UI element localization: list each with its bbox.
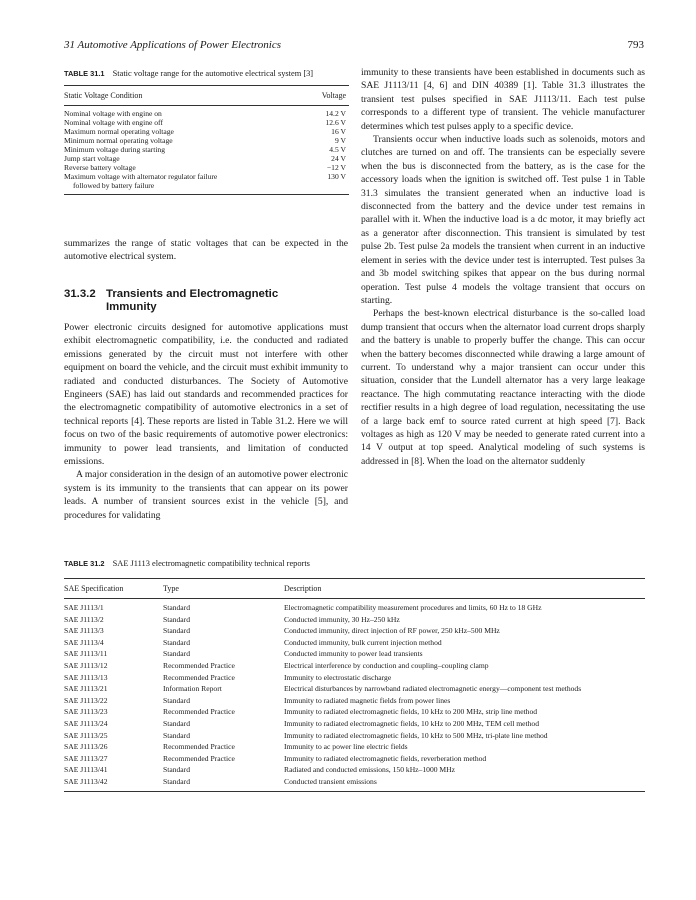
table-row — [64, 695, 645, 707]
cell-spec: SAE J1113/2 — [64, 614, 104, 624]
right-column-body — [361, 66, 645, 468]
cell-spec: SAE J1113/11 — [64, 649, 108, 659]
cell-description: Immunity to radiated electromagnetic fields, reverberation method — [284, 753, 487, 763]
cell-type: Recommended Practice — [163, 660, 235, 670]
table-header — [64, 578, 645, 599]
cell-voltage: 24 V — [331, 154, 346, 163]
header-condition: Static Voltage Condition — [64, 91, 143, 100]
cell-spec: SAE J1113/42 — [64, 776, 108, 786]
cell-voltage: 14.2 V — [325, 109, 346, 118]
cell-voltage: 16 V — [331, 127, 346, 136]
cell-spec: SAE J1113/21 — [64, 684, 108, 694]
cell-type: Standard — [163, 776, 190, 786]
table-row — [64, 172, 349, 181]
cell-condition-continuation: followed by battery failure — [73, 181, 155, 190]
cell-spec: SAE J1113/22 — [64, 695, 108, 705]
paragraph: Transients occur when inductive loads such as solenoids, motors and clutches are turned on and off. The transients can be especially severe when the bus is disconnected from the battery, as is the case for the accessory loads when the ignition is switched off. Test pulse 1 in Table 31.3 simulates the transient generated when an inductive load is disconnected from the battery and the device under test remains in parallel with it. When the inductive load is a dc motor, it may briefly act as a generator after disconnection. This transient is simulated by test pulse 2b. Test pulse 2a models the transient when current in an inductive element in series with the device under test is interrupted. Test pulses 3a and 3b model switching spikes that appear on the bus during normal operation. Test pulse 4 models the voltage transient that occurs on starting. — [361, 134, 645, 306]
table-row — [64, 109, 349, 118]
table-row — [64, 648, 645, 660]
cell-description: Conducted immunity, 30 Hz–250 kHz — [284, 614, 400, 624]
cell-condition: Nominal voltage with engine on — [64, 109, 162, 118]
section-heading — [64, 288, 348, 314]
table-31-2 — [64, 558, 645, 792]
cell-description: Immunity to radiated magnetic fields from power lines — [284, 695, 451, 705]
cell-voltage: 4.5 V — [329, 145, 346, 154]
cell-description: Immunity to radiated electromagnetic fields, 10 kHz to 200 MHz, strip line method — [284, 707, 538, 717]
cell-spec: SAE J1113/12 — [64, 660, 108, 670]
cell-type: Information Report — [163, 684, 222, 694]
table-row — [64, 136, 349, 145]
paragraph: immunity to these transients have been established in documents such as SAE J1113/11 [4, 6] and DIN 40389 [1]. Table 31.3 illustrates the transient test pulses specified in SAE J1113/11. Each test pulse corresponds to a different type of transient. The vehicle manufacturer determines which test pulses apply to a specific device. — [361, 67, 645, 132]
cell-type: Standard — [163, 626, 190, 636]
table-row — [64, 683, 645, 695]
cell-description: Electrical disturbances by narrowband radiated electromagnetic energy—component test methods — [284, 684, 582, 694]
cell-voltage: 130 V — [327, 172, 346, 181]
running-head — [64, 39, 644, 55]
table-row — [64, 672, 645, 684]
table-row — [64, 625, 645, 637]
table-row — [64, 718, 645, 730]
cell-description: Electromagnetic compatibility measurement procedures and limits, 60 Hz to 18 GHz — [284, 603, 542, 612]
cell-voltage: −12 V — [326, 163, 346, 172]
table-row — [64, 764, 645, 776]
cell-spec: SAE J1113/26 — [64, 742, 108, 752]
paragraph: Perhaps the best-known electrical disturbance is the so-called load dump transient that occurs when the alternator load current drops sharply and the battery is unable to properly buffer the change. This can occur when the battery becomes disconnected while drawing a large amount of current. To understand why a major transient can occur under this situation, consider that the Lundell alternator has a very large leakage reactance. The high commutating reactance interacting with the diode rectifier results in a high degree of load regulation, necessitating the use of a large back emf to source rated current at high speed [7]. Back voltages as high as 120 V may be needed to generate rated current into a 14 V output at top speed. Analytical modeling of such systems is addressed in [8]. When the load on the alternator suddenly — [361, 308, 645, 467]
cell-type: Standard — [163, 649, 190, 659]
table-row — [64, 163, 349, 172]
table-row — [64, 614, 645, 626]
table-label: TABLE 31.1 — [64, 69, 105, 78]
cell-spec: SAE J1113/27 — [64, 753, 108, 763]
table-row — [64, 753, 645, 765]
header-spec: SAE Specification — [64, 584, 124, 593]
table-row — [64, 706, 645, 718]
table-title: SAE J1113 electromagnetic compatibility technical reports — [112, 559, 310, 568]
cell-spec: SAE J1113/23 — [64, 707, 108, 717]
cell-condition: Maximum normal operating voltage — [64, 127, 174, 136]
table-row-continuation — [64, 181, 349, 190]
table-row — [64, 730, 645, 742]
table-body — [64, 599, 645, 792]
table-header — [64, 85, 349, 106]
section-number: 31.3.2 — [64, 288, 96, 300]
section-title-line1: Transients and Electromagnetic — [106, 288, 279, 300]
cell-type: Standard — [163, 730, 190, 740]
cell-spec: SAE J1113/3 — [64, 626, 104, 636]
cell-type: Recommended Practice — [163, 742, 235, 752]
table-row — [64, 154, 349, 163]
cell-condition: Jump start voltage — [64, 154, 120, 163]
cell-description: Immunity to ac power line electric fields — [284, 742, 408, 752]
left-intro-paragraph — [64, 237, 348, 264]
cell-spec: SAE J1113/24 — [64, 718, 108, 728]
header-voltage: Voltage — [321, 91, 346, 100]
cell-type: Standard — [163, 765, 190, 775]
table-caption — [64, 68, 349, 79]
table-row — [64, 145, 349, 154]
cell-type: Standard — [163, 695, 190, 705]
cell-description: Electrical interference by conduction and coupling–coupling clamp — [284, 660, 489, 670]
cell-condition: Minimum voltage during starting — [64, 145, 166, 154]
cell-type: Recommended Practice — [163, 753, 235, 763]
page-number: 793 — [627, 39, 644, 51]
cell-description: Conducted immunity to power lead transients — [284, 649, 423, 659]
cell-description: Immunity to electrostatic discharge — [284, 672, 392, 682]
chapter-title: 31 Automotive Applications of Power Electronics — [64, 39, 282, 51]
cell-spec: SAE J1113/41 — [64, 765, 108, 775]
cell-description: Conducted immunity, direct injection of RF power, 250 kHz–500 MHz — [284, 626, 500, 636]
table-row — [64, 660, 645, 672]
table-row — [64, 127, 349, 136]
table-row — [64, 741, 645, 753]
paragraph: summarizes the range of static voltages that can be expected in the automotive electrical system. — [64, 238, 348, 263]
cell-description: Conducted transient emissions — [284, 776, 377, 786]
table-label: TABLE 31.2 — [64, 559, 105, 568]
cell-voltage: 9 V — [334, 136, 346, 145]
cell-type: Recommended Practice — [163, 707, 235, 717]
cell-condition: Maximum voltage with alternator regulator failure — [64, 172, 218, 181]
table-body — [64, 106, 349, 195]
cell-condition: Minimum normal operating voltage — [64, 136, 173, 145]
table-row — [64, 602, 645, 614]
cell-description: Conducted immunity, bulk current injection method — [284, 637, 442, 647]
section-title-line2: Immunity — [106, 301, 157, 313]
cell-type: Standard — [163, 603, 190, 612]
table-row — [64, 118, 349, 127]
header-description: Description — [284, 584, 322, 593]
cell-spec: SAE J1113/1 — [64, 603, 104, 612]
table-caption — [64, 558, 645, 569]
table-row — [64, 776, 645, 788]
table-title: Static voltage range for the automotive electrical system [3] — [112, 69, 314, 78]
cell-spec: SAE J1113/25 — [64, 730, 108, 740]
cell-type: Standard — [163, 637, 190, 647]
cell-description: Immunity to radiated electromagnetic fields, 10 kHz to 200 MHz, TEM cell method — [284, 718, 540, 728]
cell-spec: SAE J1113/13 — [64, 672, 108, 682]
cell-type: Standard — [163, 614, 190, 624]
cell-type: Standard — [163, 718, 190, 728]
left-column-body — [64, 321, 348, 522]
table-31-1 — [64, 68, 349, 195]
header-type: Type — [163, 584, 179, 593]
cell-condition: Reverse battery voltage — [64, 163, 136, 172]
paragraph: Power electronic circuits designed for automotive applications must exhibit electromagnetic compatibility, i.e. the conducted and radiated emissions generated by the circuit must not interfere with other equipment on board the vehicle, and the circuit must exhibit immunity to radiated and conducted disturbances. The Society of Automotive Engineers (SAE) has laid out standards and recommended practices for the electromagnetic compatibility of automotive electronics in a set of technical reports [4]. These reports are listed in Table 31.2. Here we will focus on two of the basic requirements of automotive power electronics: immunity to power lead transients, and limitation of conducted emissions. — [64, 322, 348, 468]
cell-spec: SAE J1113/4 — [64, 637, 104, 647]
cell-description: Immunity to radiated electromagnetic fields, 10 kHz to 500 MHz, tri-plate line method — [284, 730, 548, 740]
paragraph: A major consideration in the design of an automotive power electronic system is its immunity to the transients that can appear on its power leads. A number of transient sources exist in the vehicle [5], and procedures for validating — [64, 469, 348, 521]
cell-voltage: 12.6 V — [325, 118, 346, 127]
cell-condition: Nominal voltage with engine off — [64, 118, 163, 127]
cell-type: Recommended Practice — [163, 672, 235, 682]
cell-description: Radiated and conducted emissions, 150 kHz–1000 MHz — [284, 765, 456, 775]
table-row — [64, 637, 645, 649]
